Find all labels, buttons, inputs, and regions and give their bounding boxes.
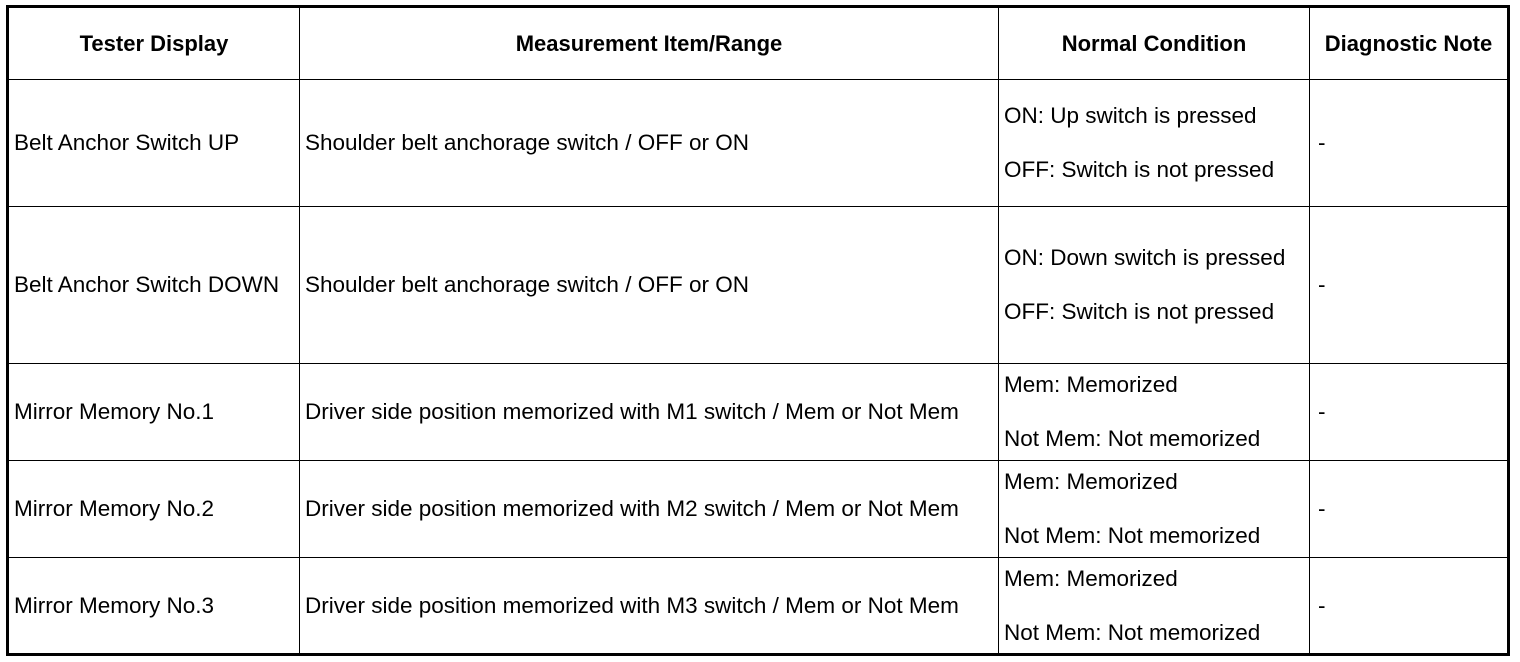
normal-condition-cell	[999, 461, 1310, 558]
normal-condition-cell	[999, 207, 1310, 364]
table-row	[8, 80, 1509, 207]
header-tester-display: Tester Display	[8, 7, 300, 80]
measurement-cell: Driver side position memorized with M3 switch / Mem or Not Mem	[300, 558, 999, 655]
condition-not-mem: Not Mem: Not memorized	[1004, 523, 1261, 548]
measurement-cell: Driver side position memorized with M1 switch / Mem or Not Mem	[300, 364, 999, 461]
measurement-cell: Shoulder belt anchorage switch / OFF or ON	[300, 80, 999, 207]
header-measurement: Measurement Item/Range	[300, 7, 999, 80]
condition-off: OFF: Switch is not pressed	[1004, 299, 1275, 324]
condition-mem: Mem: Memorized	[1004, 565, 1178, 591]
normal-condition-cell	[999, 364, 1310, 461]
normal-condition-cell	[999, 558, 1310, 655]
diagnostic-note-cell: -	[1310, 364, 1509, 461]
table-row	[8, 558, 1509, 655]
diagnostic-note-cell: -	[1310, 80, 1509, 207]
table-row	[8, 461, 1509, 558]
condition-on: ON: Down switch is pressed	[1004, 245, 1286, 270]
tester-display-table	[6, 5, 1510, 656]
tester-display-cell: Belt Anchor Switch DOWN	[8, 207, 300, 364]
diagnostic-note-cell: -	[1310, 207, 1509, 364]
table-header-row	[8, 7, 1509, 80]
diagnostic-note-cell: -	[1310, 558, 1509, 655]
diagnostic-note-cell: -	[1310, 461, 1509, 558]
table-row	[8, 207, 1509, 364]
tester-display-cell: Mirror Memory No.1	[8, 364, 300, 461]
measurement-cell: Shoulder belt anchorage switch / OFF or ON	[300, 207, 999, 364]
condition-mem: Mem: Memorized	[1004, 469, 1178, 494]
condition-off: OFF: Switch is not pressed	[1004, 157, 1275, 182]
header-diagnostic-note: Diagnostic Note	[1310, 7, 1509, 80]
measurement-cell: Driver side position memorized with M2 switch / Mem or Not Mem	[300, 461, 999, 558]
condition-mem: Mem: Memorized	[1004, 372, 1178, 397]
header-normal-condition: Normal Condition	[999, 7, 1310, 80]
condition-on: ON: Up switch is pressed	[1004, 103, 1257, 128]
condition-not-mem: Not Mem: Not memorized	[1004, 619, 1261, 645]
condition-not-mem: Not Mem: Not memorized	[1004, 426, 1261, 451]
tester-display-cell: Belt Anchor Switch UP	[8, 80, 300, 207]
normal-condition-cell	[999, 80, 1310, 207]
tester-display-cell: Mirror Memory No.3	[8, 558, 300, 655]
table-row	[8, 364, 1509, 461]
tester-display-cell: Mirror Memory No.2	[8, 461, 300, 558]
